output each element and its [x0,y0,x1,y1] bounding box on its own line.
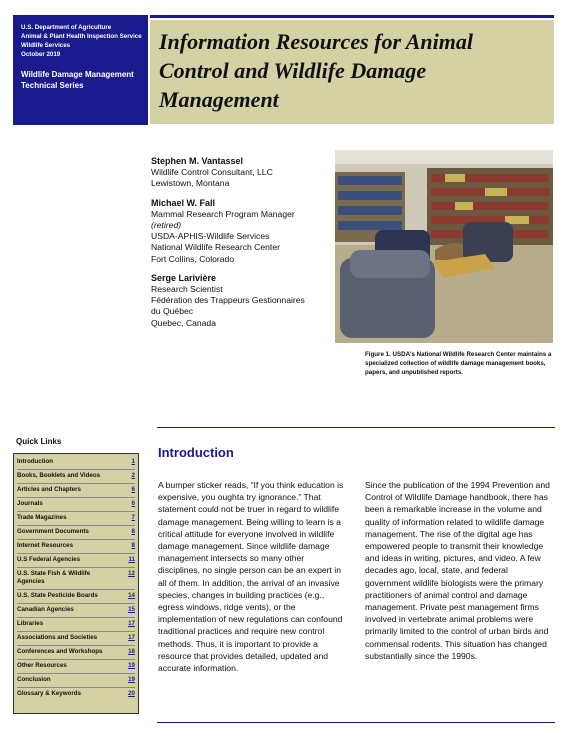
quick-link-glossary[interactable]: Glossary & Keywords 20 [17,690,135,697]
author-fall [151,198,331,265]
author-location: Quebec, Canada [151,317,216,328]
quick-link-other-resources[interactable]: Other Resources 19 [17,660,135,674]
series-name: Wildlife Damage Management Technical Series [21,70,134,90]
publication-date: October 2019 [21,51,61,58]
author-location: Lewistown, Montana [151,178,230,189]
document-title: Information Resources for Animal Control and Wildlife Damage Management [159,29,473,112]
quick-link-trade-magazines[interactable]: Trade Magazines 7 [17,512,135,526]
author-list [151,156,331,337]
quick-link-conferences[interactable]: Conferences and Workshops 18 [17,646,135,660]
quick-link-libraries[interactable]: Libraries 17 [17,618,135,632]
author-affiliation: USDA-APHIS-Wildlife Services [151,231,270,242]
author-affiliation: Wildlife Control Consultant, LLC [151,167,273,178]
introduction-top-rule [157,427,555,428]
bottom-rule [157,722,555,723]
author-affiliation: Fédération des Trappeurs Gestionnaires [151,295,305,306]
quick-link-state-fish-wildlife[interactable]: U.S. State Fish & Wildlife Agencies 12 [17,568,135,590]
introduction-column-1: A bumper sticker reads, “If you think education is expensive, you oughta try ignorance.” That statement could not be truer in regard to wildlife damage management. Being willing to learn is a critical attitude for everyone involved in wildlife damage management. Since wildlife damage management intersects so many other disciplines, no single person can be an expert in all of them. In addition, the arrival of an invasive species, changes in building practices (e.g., egress windows, ridge vents), or the implementation of new regulations can confound traditional practices and require new control methods. Thus, it is important to provide a resource that provides detailed, updated and accurate information. [158,480,344,674]
title-box [150,20,554,124]
figure-caption: Figure 1. USDA's National Wildlife Research Center maintains a specialized collection of wildlife damage management books, papers, and unpublished reports. [365,351,552,376]
quick-link-internet-resources[interactable]: Internet Resources 8 [17,540,135,554]
author-affiliation: National Wildlife Research Center [151,242,280,253]
author-title: Mammal Research Program Manager [151,208,295,219]
library-photo [335,150,553,343]
author-location: Fort Collins, Colorado [151,253,235,264]
quick-link-articles[interactable]: Articles and Chapters 6 [17,484,135,498]
quick-link-state-pesticide-boards[interactable]: U.S. State Pesticide Boards 14 [17,590,135,604]
quick-link-conclusion[interactable]: Conclusion 19 [17,674,135,688]
quick-link-journals[interactable]: Journals 6 [17,498,135,512]
quick-link-federal-agencies[interactable]: U.S Federal Agencies 11 [17,554,135,568]
title-top-rule [150,15,554,18]
author-name: Serge Larivière [151,272,217,283]
introduction-column-2: Since the publication of the 1994 Prevention and Control of Wildlife Damage handbook, there has been a remarkable increase in the volume and quality of information related to wildlife damage management. The rise of the digital age has empowered people to transmit their knowledge and ideas in writing, pictures, and video. A few decades ago, local, state, and federal government wildlife biologists were the primary practitioners of animal control and damage management. Private pest management firms involved in vertebrate animal problems were primarily limited to the control of urban birds and commensal rodents. This situation has changed substantially since the 1990s. [365,480,550,661]
quick-link-associations[interactable]: Associations and Societies 17 [17,632,135,646]
quick-link-government-documents[interactable]: Government Documents 8 [17,526,135,540]
author-name: Stephen M. Vantassel [151,156,244,166]
author-role-note: (retired) [151,220,182,231]
author-vantassel [151,156,331,190]
agency-box [13,15,148,125]
author-affiliation: du Québec [151,306,194,317]
quick-links-title: Quick Links [16,437,62,446]
quick-links-box [13,453,139,714]
author-title: Research Scientist [151,284,223,295]
quick-link-books[interactable]: Books, Booklets and Videos 2 [17,470,135,484]
agency-department: U.S. Department of Agriculture [21,24,112,31]
agency-program: Wildlife Services [21,42,71,49]
author-lariviere [151,273,331,329]
agency-service: Animal & Plant Health Inspection Service [21,33,142,40]
quick-link-introduction[interactable]: Introduction 1 [17,456,135,470]
library-photo-illustration [335,150,553,343]
introduction-heading: Introduction [158,445,234,460]
author-name: Michael W. Fall [151,197,216,208]
quick-link-canadian-agencies[interactable]: Canadian Agencies 15 [17,604,135,618]
